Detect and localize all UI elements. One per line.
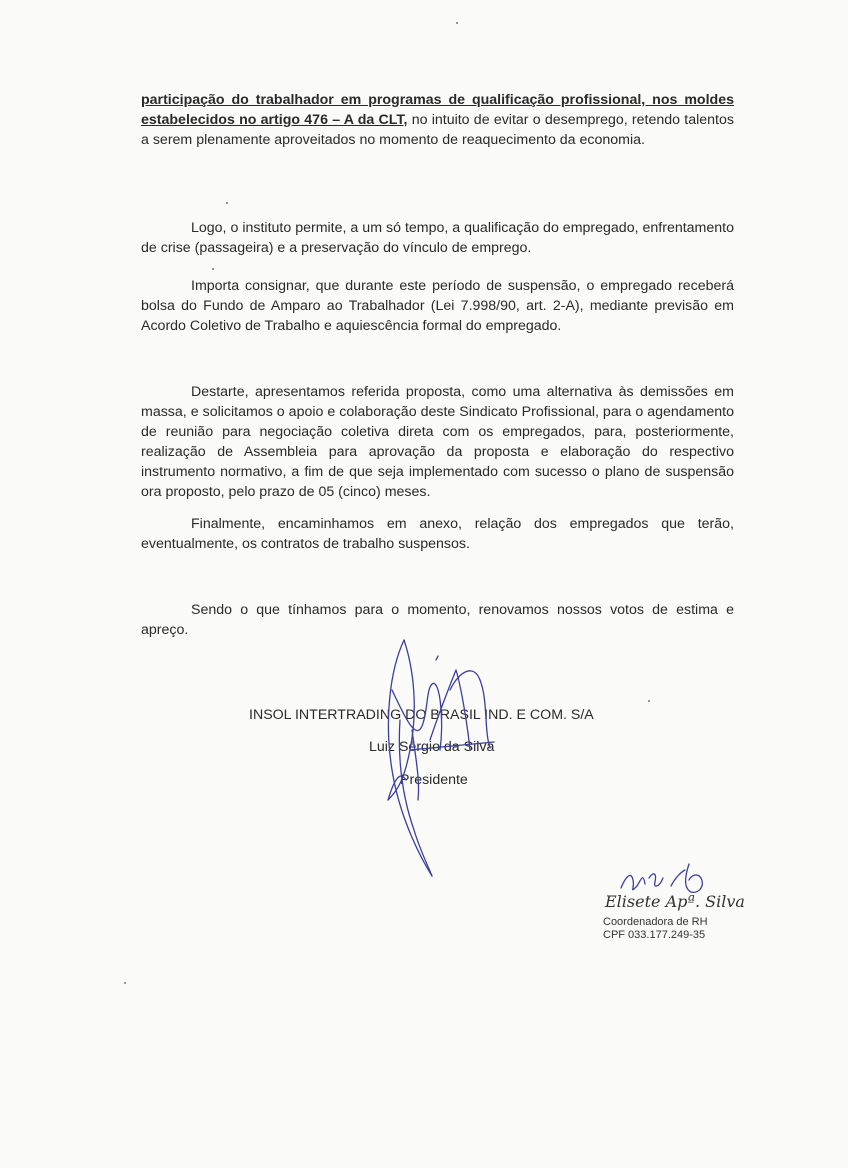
stamp-name: Elisete Apª. Silva	[605, 892, 745, 911]
scan-speck	[124, 982, 126, 984]
signatory-role: Presidente	[400, 772, 468, 788]
hr-stamp	[585, 858, 755, 948]
paragraph-text: no intuito de evitar o desemprego, retendo talentos a serem plenamente aproveitados no momento de reaquecimento da economia.	[141, 112, 734, 148]
paragraph-destarte: Destarte, apresentamos referida proposta, como uma alternativa às demissões em massa, e solicitamos o apoio e colaboração deste Sindicato Profissional, para o agendamento de reunião para negociação coletiva direta com os empregados, para, posteriormente, realização de Assembleia para aprovação da proposta e elaboração do respectivo instrumento normativo, a fim de que seja implementado com sucesso o plano de suspensão ora proposto, pelo prazo de 05 (cinco) meses.	[141, 384, 734, 500]
scan-speck	[456, 22, 458, 24]
stamp-cpf: CPF 033.177.249-35	[603, 929, 706, 941]
signatory-name: Luiz Sérgio da Silva	[369, 739, 495, 755]
paragraph-logo: Logo, o instituto permite, a um só tempo, a qualificação do empregado, enfrentamento de crise (passageira) e a preservação do vínculo de emprego.	[141, 220, 734, 256]
paragraph-bold-reference: participação do trabalhador em programas de qualificação profissional, nos moldes estabelecidos no artigo 476 – A da CLT,	[141, 92, 734, 128]
stamp-role: Coordenadora de RH	[603, 916, 708, 928]
scan-speck	[212, 268, 214, 270]
paragraph-finalmente: Finalmente, encaminhamos em anexo, relação dos empregados que terão, eventualmente, os contratos de trabalho suspensos.	[141, 516, 734, 552]
signatory-company: INSOL INTERTRADING DO BRASIL IND. E COM. S/A	[249, 707, 594, 723]
scan-speck	[648, 700, 650, 702]
scan-speck	[226, 202, 228, 204]
paragraph-qualificacao	[141, 90, 734, 150]
president-signature	[370, 630, 510, 890]
paragraph-closing: Sendo o que tínhamos para o momento, renovamos nossos votos de estima e apreço.	[141, 602, 734, 638]
paragraph-importa: Importa consignar, que durante este período de suspensão, o empregado receberá bolsa do Fundo de Amparo ao Trabalhador (Lei 7.998/90, art. 2-A), mediante previsão em Acordo Coletivo de Trabalho e aquiescência formal do empregado.	[141, 278, 734, 334]
